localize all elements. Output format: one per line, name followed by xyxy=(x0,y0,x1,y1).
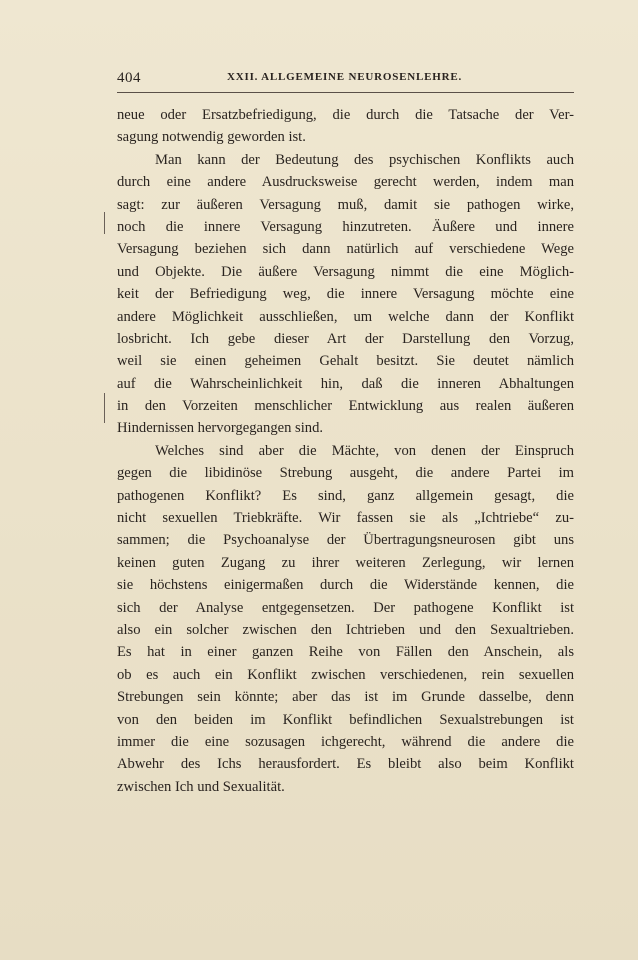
text-line: sie höchstens einigermaßen durch die Widerstände kennen, die xyxy=(117,577,574,594)
text-line: in den Vorzeiten menschlicher Entwicklung aus realen äußeren xyxy=(117,398,574,415)
text-line: Man kann der Bedeutung des psychischen Konflikts auch xyxy=(155,151,574,168)
text-line: Welches sind aber die Mächte, von denen der Einspruch xyxy=(155,442,574,459)
text-line: neue oder Ersatzbefriedigung, die durch die Tatsache der Ver- xyxy=(117,107,574,123)
running-head: XXII. ALLGEMEINE NEUROSENLEHRE. xyxy=(227,71,463,83)
text-line: zwischen Ich und Sexualität. xyxy=(117,778,285,795)
margin-mark xyxy=(104,212,105,234)
text-line: keit der Befriedigung weg, die innere Versagung möchte eine xyxy=(117,286,574,303)
text-line: noch die innere Versagung hinzutreten. Äußere und innere xyxy=(117,218,574,235)
margin-mark xyxy=(104,393,105,423)
text-line: immer die eine sozusagen ichgerecht, während die andere die xyxy=(117,733,574,750)
text-line: Abwehr des Ichs herausfordert. Es bleibt also beim Konflikt xyxy=(117,756,574,773)
text-line: pathogenen Konflikt? Es sind, ganz allgemein gesagt, die xyxy=(117,487,574,504)
text-line: sich der Analyse entgegensetzen. Der pathogene Konflikt ist xyxy=(117,599,574,616)
text-line: ob es auch ein Konflikt zwischen verschiedenen, rein sexuellen xyxy=(117,666,574,683)
text-line: gegen die libidinöse Strebung ausgeht, die andere Partei im xyxy=(117,465,574,482)
text-line: keinen guten Zugang zu ihrer weiteren Zerlegung, wir lernen xyxy=(117,554,574,571)
text-line: sammen; die Psychoanalyse der Übertragungsneurosen gibt uns xyxy=(117,532,574,549)
page-header xyxy=(117,70,574,92)
text-line: und Objekte. Die äußere Versagung nimmt die eine Möglich- xyxy=(117,263,574,280)
text-line: durch eine andere Ausdrucksweise gerecht werden, indem man xyxy=(117,174,574,191)
text-line: Hindernissen hervorgegangen sind. xyxy=(117,420,324,437)
header-rule xyxy=(117,92,574,93)
text-line: Strebungen sein könnte; aber das ist im Grunde dasselbe, denn xyxy=(117,689,574,706)
text-line: also ein solcher zwischen den Ichtrieben und den Sexualtrieben. xyxy=(117,621,574,638)
text-line: Es hat in einer ganzen Reihe von Fällen den Anschein, als xyxy=(117,644,574,661)
text-line: sagt: zur äußeren Versagung muß, damit sie pathogen wirke, xyxy=(117,196,574,213)
text-line: Versagung beziehen sich dann natürlich auf verschiedene Wege xyxy=(117,241,574,258)
text-line: losbricht. Ich gebe dieser Art der Darstellung den Vorzug, xyxy=(117,330,574,347)
text-line: sagung notwendig geworden ist. xyxy=(117,129,306,146)
text-line: weil sie einen geheimen Gehalt besitzt. Sie deutet nämlich xyxy=(117,353,574,370)
page-number: 404 xyxy=(117,70,141,86)
text-line: auf die Wahrscheinlichkeit hin, daß die inneren Abhaltungen xyxy=(117,375,574,392)
text-line: nicht sexuellen Triebkräfte. Wir fassen sie als „Ichtriebe“ zu- xyxy=(117,510,574,527)
text-line: andere Möglichkeit ausschließen, um welche dann der Konflikt xyxy=(117,308,574,325)
text-line: von den beiden im Konflikt befindlichen Sexualstrebungen ist xyxy=(117,711,574,728)
body-text xyxy=(117,104,574,798)
